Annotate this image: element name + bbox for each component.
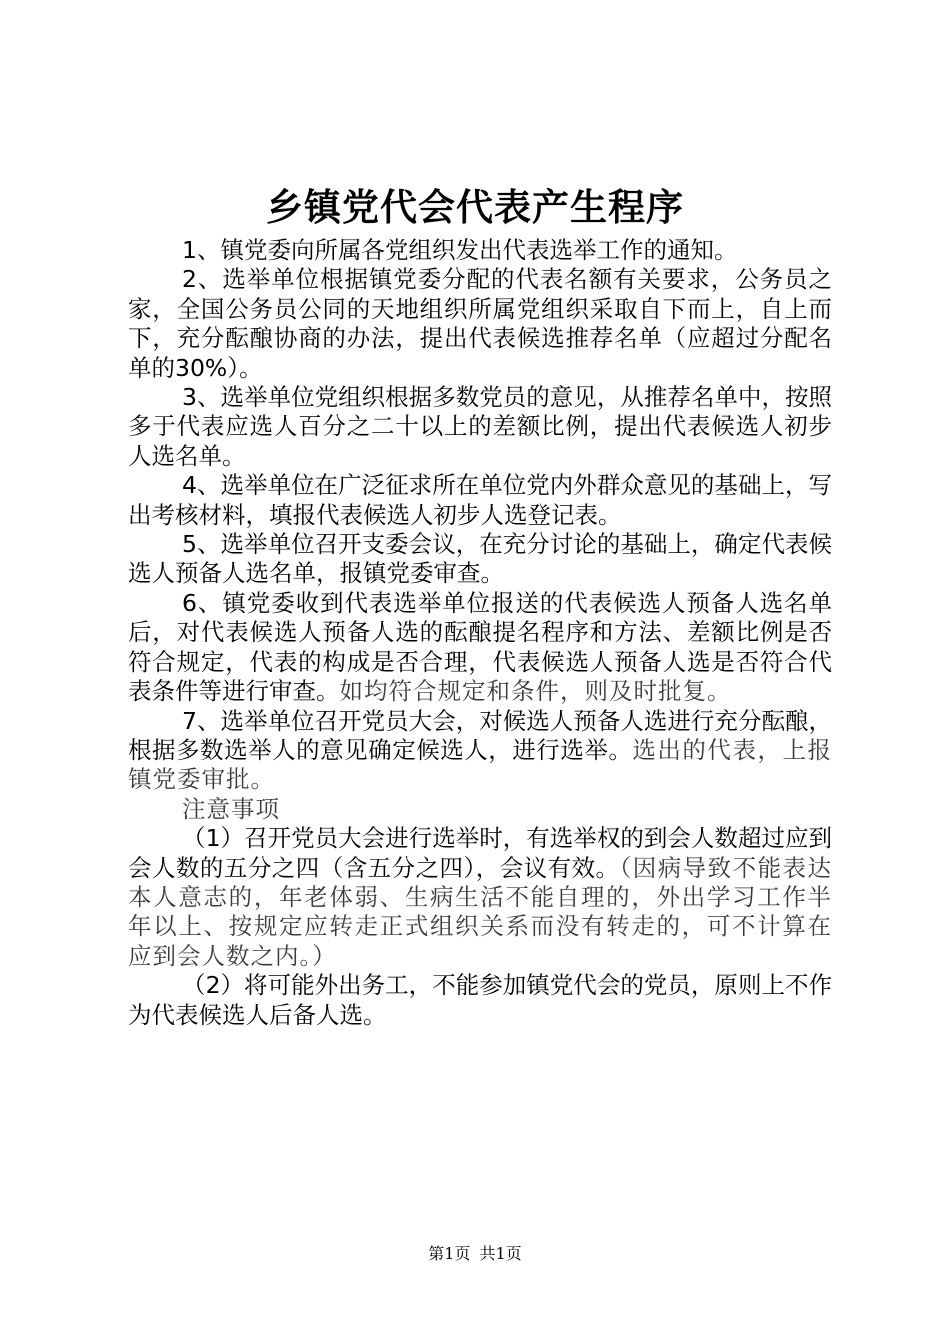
paragraph-text: 4、选举单位在广泛征求所在单位党内外群众意见的基础上，写出考核材料，填报代表候选人初步人选登记表。: [128, 471, 832, 529]
paragraph-7: [128, 707, 832, 795]
document-title: 乡镇党代会代表产生程序: [266, 186, 684, 229]
paragraph-text: 1、镇党委向所属各党组织发出代表选举工作的通知。: [182, 236, 738, 264]
notes-heading: 注意事项: [182, 794, 281, 823]
paragraph-5: [128, 530, 832, 589]
paragraph-extra-text: 如均符合规定和条件，则及时批复。: [339, 677, 732, 706]
paragraph-text: 3、选举单位党组织根据多数党员的意见，从推荐名单中，按照多于代表应选人百分之二十以上的差额比例，提出代表候选人初步人选名单。: [128, 383, 832, 470]
document-body: [128, 236, 832, 1030]
paragraph-extra-text: 选出的代表，上报镇党委审批。: [128, 735, 832, 794]
paragraph-text: 2、选举单位根据镇党委分配的代表名额有关要求，公务员之家，全国公务员公同的天地组织所属党组织采取自下而上，自上而下，充分酝酿协商的办法，提出代表候选推荐名单（应超过分配名单的30%）。: [128, 265, 832, 382]
paragraph-text: 5、选举单位召开支委会议，在充分讨论的基础上，确定代表候选人预备人选名单，报镇党委审查。: [128, 530, 832, 588]
paragraph-3: [128, 383, 832, 471]
note-2: [128, 971, 832, 1030]
note-extra-text: （因病导致不能表达本人意志的，年老体弱、生病生活不能自理的，外出学习工作半年以上、按规定应转走正式组织关系而没有转走的，可不计算在应到会人数之内。）: [128, 853, 833, 970]
paragraph-2: [128, 265, 832, 383]
page-number: 第1页: [428, 1244, 471, 1263]
paragraph-text: 7、选举单位召开党员大会，对候选人预备人选进行充分酝酿，根据多数选举人的意见确定候选人，进行选举。: [128, 706, 832, 764]
note-1: [128, 824, 832, 971]
paragraph-1: [128, 236, 832, 265]
paragraph-text: 6、镇党委收到代表选举单位报送的代表候选人预备人选名单后，对代表候选人预备人选的酝酿提名程序和方法、差额比例是否符合规定，代表的构成是否合理，代表候选人预备人选是否符合代表条件等进行审查。: [128, 588, 832, 706]
page-total: 共1页: [479, 1244, 522, 1263]
note-text: （1）召开党员大会进行选举时，有选举权的到会人数超过应到会人数的五分之四（含五分之四），会议有效。: [128, 824, 832, 882]
paragraph-6: [128, 589, 832, 707]
note-text: （2）将可能外出务工，不能参加镇党代会的党员，原则上不作为代表候选人后备人选。: [128, 971, 832, 1029]
paragraph-4: [128, 471, 832, 530]
page-footer: [0, 1244, 950, 1264]
